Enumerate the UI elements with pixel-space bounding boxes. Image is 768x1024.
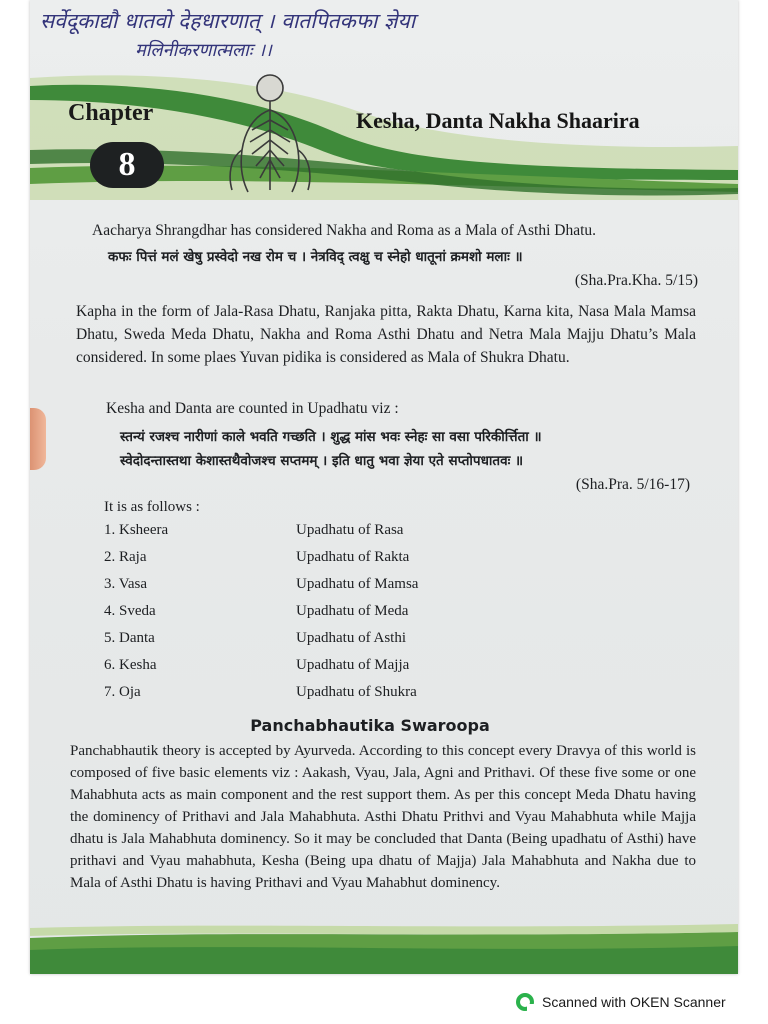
thumb-edge: [30, 408, 46, 470]
oken-scanner-logo-icon: [516, 993, 534, 1011]
handwritten-line-1: सर्वेदूकाद्यौ धातवो देहधारणात् । वातपितकफा ज्ञेया: [40, 9, 416, 33]
list-item-desc: Upadhatu of Meda: [296, 603, 409, 619]
section-heading: Panchabhautika Swaroopa: [250, 716, 490, 735]
list-item-name: 3. Vasa: [104, 576, 148, 592]
handwritten-note: [40, 6, 690, 66]
handwritten-line-2: मलिनीकरणात्मलाः ।।: [135, 40, 272, 61]
paragraph-2: Kesha and Danta are counted in Upadhatu viz :: [106, 400, 399, 417]
list-item-desc: Upadhatu of Rakta: [296, 549, 410, 565]
list-item-name: 2. Raja: [104, 549, 147, 565]
list-item: [104, 630, 504, 656]
list-item-desc: Upadhatu of Majja: [296, 657, 410, 673]
intro-text: Aacharya Shrangdhar has considered Nakha and Roma as a Mala of Asthi Dhatu.: [92, 222, 597, 239]
list-item-name: 1. Ksheera: [104, 522, 169, 538]
chapter-title: Kesha, Danta Nakha Shaarira: [356, 108, 640, 133]
verse-2a: स्तन्यं रजश्च नारीणां काले भवति गच्छति । शुद्ध मांस भवः स्नेहः सा वसा परिकीर्त्तिता ॥: [120, 429, 542, 445]
reference-1: (Sha.Pra.Kha. 5/15): [574, 272, 698, 289]
verse-1: कफः पित्तं मलं खेषु प्रस्वेदो नख रोम च । नेत्रविद् त्वक्षु च स्नेहो धातूनां क्रमशो मलाः ॥: [108, 249, 523, 265]
paragraph-1: Kapha in the form of Jala-Rasa Dhatu, Ranjaka pitta, Rakta Dhatu, Karna kita, Nasa Mala Mamsa Dhatu, Sweda Meda Dhatu, Nakha and Roma Asthi Dhatu and Netra Mala Majju Dhatu’s Mala considered. In some plaes Yuvan pidika is considered as Mala of Shukra Dhatu.: [76, 303, 696, 366]
list-item: [104, 576, 504, 602]
list-item-desc: Upadhatu of Shukra: [296, 684, 417, 700]
list-item: [104, 522, 504, 548]
list-item: [104, 657, 504, 683]
list-item-desc: Upadhatu of Rasa: [296, 522, 404, 538]
chapter-number-badge: 8: [90, 142, 164, 188]
list-item-name: 6. Kesha: [104, 657, 157, 673]
section-paragraph: Panchabhautik theory is accepted by Ayurveda. According to this concept every Dravya of this world is composed of five basic elements viz : Aakash, Vyau, Jala, Agni and Prithavi. Of these five some or one Mahabhuta acts as main component and the rest support them. As per this concept Meda Dhatu having the dominency of Prithavi and Jala Mahabhuta. Asthi Dhatu Prithvi and Vyau Mahabhuta while Majja dhatu is Jala Mahabhuta dominency. So it may be concluded that Danta (Being upadhatu of Asthi) have prithavi and Vyau mahabhuta, Kesha (Being upa dhatu of Majja) Jala Mahabhuta and Nakha due to Mala of Asthi Dhatu is having Prithavi and Vyau Mahabhut dominency.: [70, 743, 696, 891]
scanner-watermark: [516, 990, 726, 1014]
list-item: [104, 549, 504, 575]
reference-2: (Sha.Pra. 5/16-17): [575, 476, 690, 493]
scanned-book-page: [30, 0, 738, 974]
list-item: [104, 684, 504, 710]
list-item: [104, 603, 504, 629]
footer-band: [30, 920, 738, 974]
list-item-name: 4. Sveda: [104, 603, 156, 619]
list-intro: It is as follows :: [104, 499, 200, 515]
list-item-name: 5. Danta: [104, 630, 155, 646]
list-item-desc: Upadhatu of Asthi: [296, 630, 406, 646]
chapter-label: Chapter: [68, 100, 154, 126]
scanner-watermark-text: Scanned with OKEN Scanner: [542, 994, 726, 1010]
list-item-name: 7. Oja: [104, 684, 141, 700]
verse-2b: स्वेदोदन्तास्तथा केशास्तथैवोजश्च सप्तमम् । इति धातु भवा ज्ञेया एते सप्तोपधातवः ॥: [120, 453, 524, 469]
list-item-desc: Upadhatu of Mamsa: [296, 576, 419, 592]
